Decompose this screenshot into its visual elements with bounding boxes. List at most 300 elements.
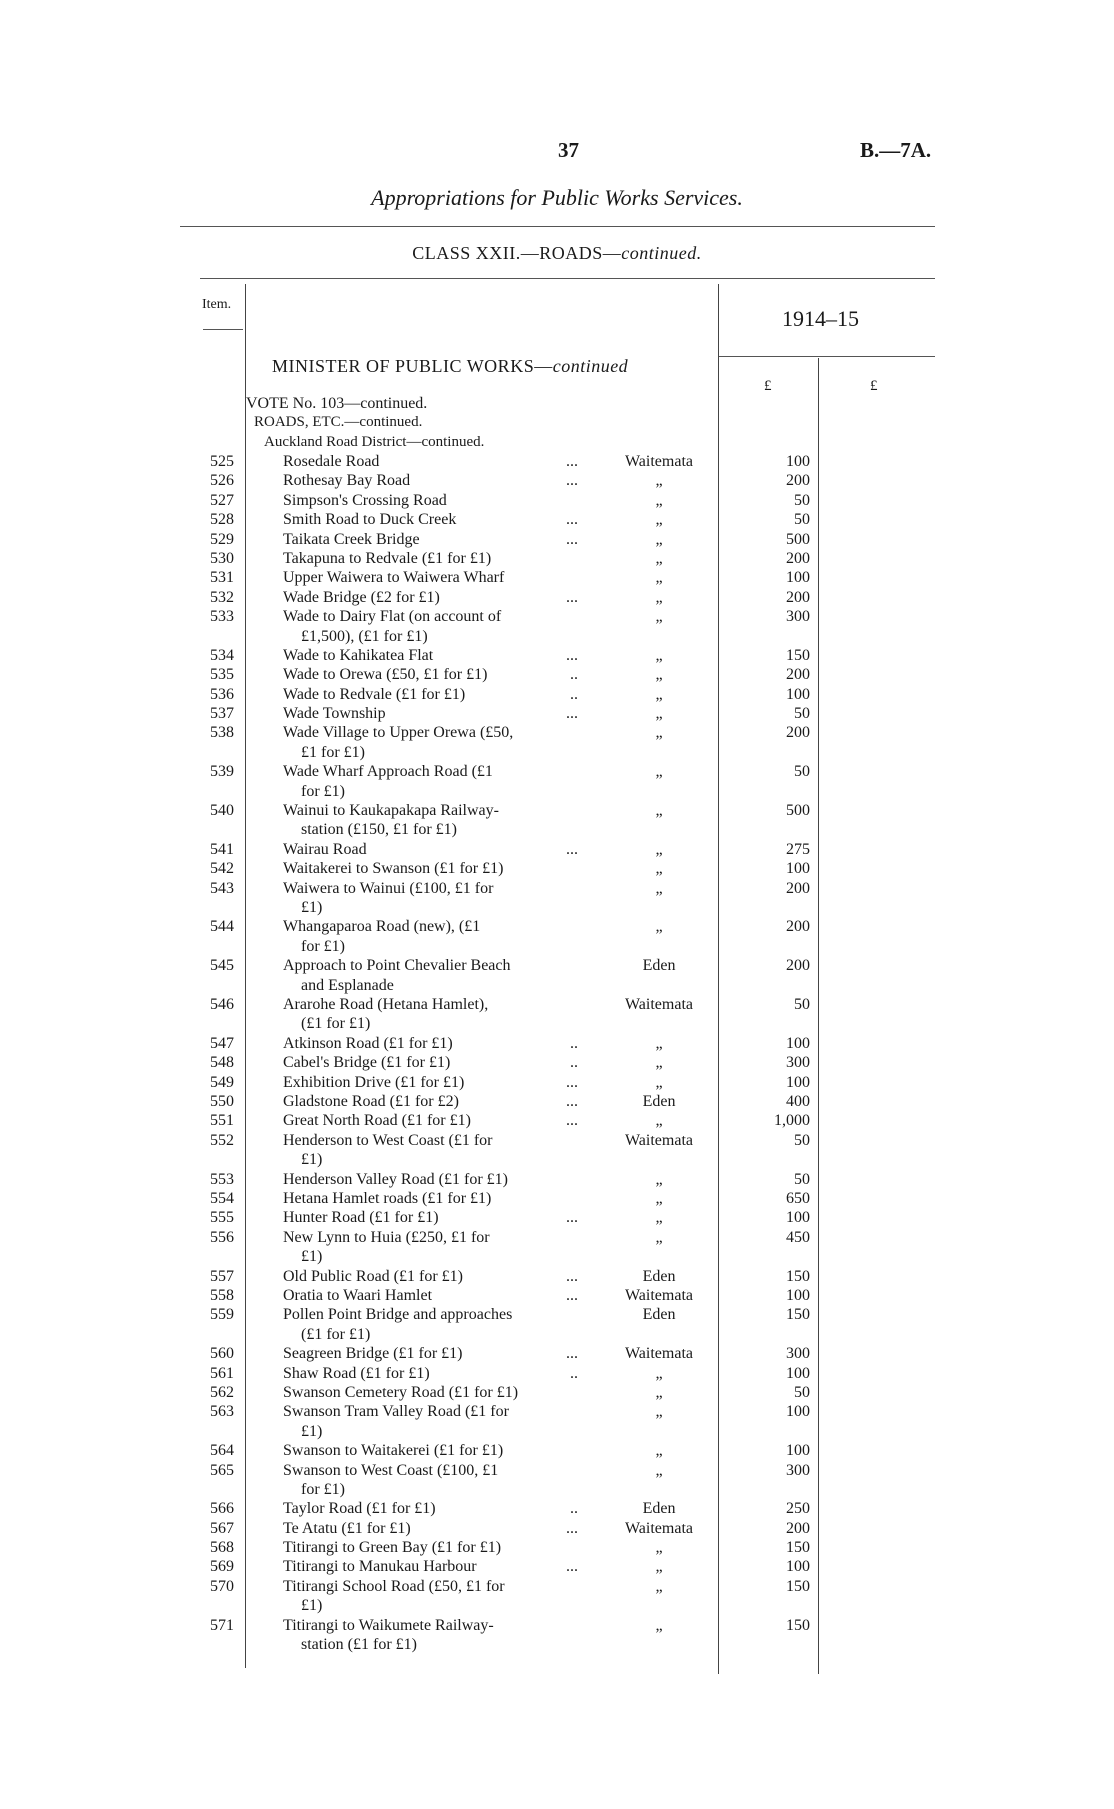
leader-dots: .. <box>570 685 578 703</box>
table-row <box>0 646 1114 665</box>
item-number: 565 <box>210 1461 234 1479</box>
description-line: Wade Village to Upper Orewa (£50, <box>283 724 514 742</box>
table-row <box>0 956 1114 995</box>
description-line: Swanson to West Coast (£100, £1 <box>283 1461 499 1479</box>
item-description <box>283 917 581 956</box>
leader-dots: ... <box>566 511 578 529</box>
description-line: Wade Wharf Approach Road (£1 <box>283 763 493 781</box>
table-row <box>0 588 1114 607</box>
description-line: Titirangi to Manukau Harbour <box>283 1558 477 1576</box>
leader-dots: ... <box>566 705 578 723</box>
description-line: £1) <box>301 1597 323 1615</box>
table-row <box>0 1344 1114 1363</box>
table-row <box>0 1364 1114 1383</box>
amount: 100 <box>786 1286 810 1304</box>
amount: 650 <box>786 1189 810 1207</box>
description-line: £1) <box>301 1248 323 1266</box>
item-description <box>283 471 581 490</box>
item-description <box>283 1441 581 1460</box>
item-number: 532 <box>210 588 234 606</box>
document-reference: B.—7A. <box>860 138 932 162</box>
road-district: Eden <box>642 1267 676 1285</box>
item-description <box>283 588 581 607</box>
minister-heading-continued: continued <box>552 356 629 376</box>
table-row <box>0 471 1114 490</box>
amount: 300 <box>786 1461 810 1479</box>
amount: 50 <box>794 511 810 529</box>
description-line: Wade Township <box>283 705 386 723</box>
description-line: Smith Road to Duck Creek <box>283 511 457 529</box>
road-district: „ <box>655 879 663 897</box>
table-row <box>0 1519 1114 1538</box>
description-line: Wade to Redvale (£1 for £1) <box>283 685 466 703</box>
table-row <box>0 1461 1114 1500</box>
item-number: 533 <box>210 608 234 626</box>
table-row <box>0 1499 1114 1518</box>
description-line: Whangaparoa Road (new), (£1 <box>283 918 481 936</box>
table-row <box>0 1131 1114 1170</box>
road-district: „ <box>655 802 663 820</box>
table-row <box>0 607 1114 646</box>
item-description <box>283 723 581 762</box>
item-description <box>283 1616 581 1655</box>
description-line: Titirangi to Waikumete Railway- <box>283 1616 494 1634</box>
leader-dots: ... <box>566 453 578 470</box>
item-description <box>283 1461 581 1500</box>
item-number: 541 <box>210 840 234 858</box>
amount: 150 <box>786 1616 810 1634</box>
item-number: 568 <box>210 1539 234 1557</box>
description-line: Ararohe Road (Hetana Hamlet), <box>283 996 489 1014</box>
leader-dots: ... <box>566 1345 578 1363</box>
item-number: 543 <box>210 879 234 897</box>
amount: 200 <box>786 588 810 606</box>
road-district: Eden <box>642 1093 676 1111</box>
item-description <box>283 1053 581 1072</box>
leader-dots: .. <box>570 1054 578 1072</box>
leader-dots: ... <box>566 1286 578 1304</box>
item-number: 551 <box>210 1112 234 1130</box>
amount: 500 <box>786 530 810 548</box>
road-district: „ <box>655 1073 663 1091</box>
item-number: 562 <box>210 1383 234 1401</box>
item-number: 566 <box>210 1500 234 1518</box>
table-row <box>0 859 1114 878</box>
amount: 300 <box>786 608 810 626</box>
item-number: 542 <box>210 860 234 878</box>
amount: 275 <box>786 840 810 858</box>
table-row <box>0 1189 1114 1208</box>
leader-dots: ... <box>566 588 578 606</box>
item-number: 571 <box>210 1616 234 1634</box>
item-number: 529 <box>210 530 234 548</box>
item-number: 540 <box>210 802 234 820</box>
table-row <box>0 1228 1114 1267</box>
table-row <box>0 840 1114 859</box>
leader-dots: ... <box>566 1267 578 1285</box>
item-description <box>283 452 581 471</box>
road-district: „ <box>655 1442 663 1460</box>
road-district: Waitemata <box>624 453 693 470</box>
item-number: 548 <box>210 1054 234 1072</box>
road-district: „ <box>655 511 663 529</box>
item-number: 527 <box>210 491 234 509</box>
amount: 150 <box>786 1577 810 1595</box>
item-description <box>283 510 581 529</box>
table-row <box>0 1557 1114 1576</box>
amount: 150 <box>786 1539 810 1557</box>
road-district: Eden <box>642 1500 676 1518</box>
description-line: Swanson to Waitakerei (£1 for £1) <box>283 1442 504 1460</box>
description-line: for £1) <box>301 782 345 800</box>
table-row <box>0 1538 1114 1557</box>
description-line: Seagreen Bridge (£1 for £1) <box>283 1345 463 1363</box>
amount: 450 <box>786 1228 810 1246</box>
description-line: £1) <box>301 899 323 917</box>
road-district: „ <box>655 685 663 703</box>
table-row <box>0 1092 1114 1111</box>
description-line: Taylor Road (£1 for £1) <box>283 1500 436 1518</box>
item-description <box>283 1499 581 1518</box>
item-description <box>283 1189 581 1208</box>
table-row <box>0 491 1114 510</box>
amount: 200 <box>786 879 810 897</box>
road-district: Waitemata <box>624 996 693 1014</box>
table-row <box>0 1073 1114 1092</box>
table-row <box>0 879 1114 918</box>
description-line: Wainui to Kaukapakapa Railway- <box>283 802 499 820</box>
item-number: 534 <box>210 646 234 664</box>
road-district: „ <box>655 491 663 509</box>
district-heading: Auckland Road District—continued. <box>264 434 485 450</box>
road-district: „ <box>655 1112 663 1130</box>
item-description <box>283 568 581 587</box>
table-row <box>0 917 1114 956</box>
road-district: „ <box>655 1403 663 1421</box>
item-number: 526 <box>210 472 234 490</box>
road-district: „ <box>655 1461 663 1479</box>
table-row <box>0 1170 1114 1189</box>
amount: 100 <box>786 1442 810 1460</box>
road-district: „ <box>655 763 663 781</box>
minister-heading-main: MINISTER OF PUBLIC WORKS— <box>272 356 553 376</box>
table-row <box>0 1053 1114 1072</box>
table-row <box>0 762 1114 801</box>
item-description <box>283 762 581 801</box>
item-description <box>283 1092 581 1111</box>
item-number: 525 <box>210 453 234 470</box>
year-column-header: 1914–15 <box>782 306 859 331</box>
item-number: 544 <box>210 918 234 936</box>
table-row <box>0 1383 1114 1402</box>
road-district: „ <box>655 588 663 606</box>
table-row <box>0 704 1114 723</box>
table-row <box>0 1441 1114 1460</box>
amount: 100 <box>786 1403 810 1421</box>
item-description <box>283 956 581 995</box>
page-number: 37 <box>558 138 579 162</box>
description-line: £1) <box>301 1151 323 1169</box>
amount: 100 <box>786 1558 810 1576</box>
item-description <box>283 1557 581 1576</box>
amount: 50 <box>794 491 810 509</box>
item-description <box>283 1034 581 1053</box>
road-district: „ <box>655 1054 663 1072</box>
amount: 200 <box>786 666 810 684</box>
table-row <box>0 801 1114 840</box>
amount: 100 <box>786 453 810 470</box>
item-number: 550 <box>210 1093 234 1111</box>
road-district: „ <box>655 569 663 587</box>
description-line: Wade to Orewa (£50, £1 for £1) <box>283 666 488 684</box>
amount: 200 <box>786 472 810 490</box>
amount: 50 <box>794 1131 810 1149</box>
amount: 300 <box>786 1345 810 1363</box>
item-number: 530 <box>210 549 234 567</box>
roads-heading: ROADS, ETC.—continued. <box>254 414 423 430</box>
amount: 50 <box>794 763 810 781</box>
amount: 500 <box>786 802 810 820</box>
item-description <box>283 1073 581 1092</box>
table-row <box>0 1616 1114 1655</box>
table-row <box>0 1402 1114 1441</box>
table-row <box>0 685 1114 704</box>
table-row <box>0 452 1114 471</box>
item-number: 539 <box>210 763 234 781</box>
item-description <box>283 840 581 859</box>
item-number: 545 <box>210 957 234 975</box>
amount: 100 <box>786 1034 810 1052</box>
description-line: Te Atatu (£1 for £1) <box>283 1519 411 1537</box>
item-number: 547 <box>210 1034 234 1052</box>
road-district: „ <box>655 1577 663 1595</box>
road-district: „ <box>655 705 663 723</box>
description-line: New Lynn to Huia (£250, £1 for <box>283 1228 490 1246</box>
description-line: Rosedale Road <box>283 453 380 470</box>
description-line: Gladstone Road (£1 for £2) <box>283 1093 459 1111</box>
pound-sign-column-2: £ <box>870 378 878 394</box>
description-line: Pollen Point Bridge and approaches <box>283 1306 513 1324</box>
description-line: £1,500), (£1 for £1) <box>301 627 428 645</box>
table-row <box>0 549 1114 568</box>
item-number: 560 <box>210 1345 234 1363</box>
description-line: Upper Waiwera to Waiwera Wharf <box>283 569 505 587</box>
leader-dots: ... <box>566 1209 578 1227</box>
item-description <box>283 549 581 568</box>
description-line: station (£1 for £1) <box>301 1636 417 1654</box>
item-number: 558 <box>210 1286 234 1304</box>
road-district: „ <box>655 724 663 742</box>
road-district: „ <box>655 1616 663 1634</box>
item-description <box>283 491 581 510</box>
item-description <box>283 1228 581 1267</box>
item-description <box>283 665 581 684</box>
leader-dots: ... <box>566 1073 578 1091</box>
item-number: 569 <box>210 1558 234 1576</box>
road-district: „ <box>655 1209 663 1227</box>
description-line: Waiwera to Wainui (£100, £1 for <box>283 879 494 897</box>
amount: 100 <box>786 685 810 703</box>
item-number: 535 <box>210 666 234 684</box>
table-row <box>0 995 1114 1034</box>
description-line: Swanson Tram Valley Road (£1 for <box>283 1403 509 1421</box>
item-description <box>283 1577 581 1616</box>
table-row <box>0 568 1114 587</box>
road-district: „ <box>655 1189 663 1207</box>
amount: 400 <box>786 1093 810 1111</box>
amount: 200 <box>786 549 810 567</box>
item-description <box>283 859 581 878</box>
item-number: 557 <box>210 1267 234 1285</box>
item-number: 564 <box>210 1442 234 1460</box>
amount: 200 <box>786 724 810 742</box>
amount: 50 <box>794 705 810 723</box>
item-number: 531 <box>210 569 234 587</box>
item-header-underline <box>203 329 243 330</box>
description-line: Taikata Creek Bridge <box>283 530 420 548</box>
item-description <box>283 607 581 646</box>
description-line: station (£150, £1 for £1) <box>301 821 457 839</box>
road-district: „ <box>655 549 663 567</box>
description-line: Rothesay Bay Road <box>283 472 411 490</box>
description-line: Wade to Dairy Flat (on account of <box>283 608 502 626</box>
leader-dots: .. <box>570 1034 578 1052</box>
description-line: Hetana Hamlet roads (£1 for £1) <box>283 1189 492 1207</box>
item-number: 554 <box>210 1189 234 1207</box>
description-line: Swanson Cemetery Road (£1 for £1) <box>283 1383 519 1401</box>
item-description <box>283 1402 581 1441</box>
road-district: „ <box>655 840 663 858</box>
leader-dots: ... <box>566 1093 578 1111</box>
item-number: 537 <box>210 705 234 723</box>
description-line: Shaw Road (£1 for £1) <box>283 1364 430 1382</box>
road-district: Eden <box>642 1306 676 1324</box>
table-row <box>0 1034 1114 1053</box>
road-district: „ <box>655 472 663 490</box>
item-description <box>283 1267 581 1286</box>
table-row <box>0 1267 1114 1286</box>
leader-dots: ... <box>566 1112 578 1130</box>
item-description <box>283 685 581 704</box>
item-column-header: Item. <box>202 297 232 312</box>
road-district: „ <box>655 1170 663 1188</box>
appropriations-table-body <box>0 452 1114 1654</box>
document-title: Appropriations for Public Works Services. <box>371 185 743 210</box>
road-district: Waitemata <box>624 1131 693 1149</box>
description-line: Great North Road (£1 for £1) <box>283 1112 471 1130</box>
item-number: 561 <box>210 1364 234 1382</box>
road-district: „ <box>655 1383 663 1401</box>
item-description <box>283 1383 581 1402</box>
leader-dots: ... <box>566 646 578 664</box>
minister-heading <box>272 356 628 377</box>
amount: 150 <box>786 646 810 664</box>
item-number: 536 <box>210 685 234 703</box>
item-description <box>283 530 581 549</box>
item-description <box>283 995 581 1034</box>
description-line: for £1) <box>301 937 345 955</box>
amount: 50 <box>794 1383 810 1401</box>
item-description <box>283 1344 581 1363</box>
road-district: „ <box>655 1034 663 1052</box>
item-number: 552 <box>210 1131 234 1149</box>
road-district: „ <box>655 1228 663 1246</box>
amount: 50 <box>794 1170 810 1188</box>
road-district: „ <box>655 1364 663 1382</box>
amount: 150 <box>786 1306 810 1324</box>
leader-dots: ... <box>566 1558 578 1576</box>
road-district: „ <box>655 860 663 878</box>
item-number: 528 <box>210 511 234 529</box>
road-district: Waitemata <box>624 1286 693 1304</box>
item-description <box>283 1286 581 1305</box>
description-line: Takapuna to Redvale (£1 for £1) <box>283 549 492 567</box>
class-heading-continued: continued. <box>621 243 702 263</box>
leader-dots: .. <box>570 1500 578 1518</box>
item-number: 563 <box>210 1403 234 1421</box>
item-number: 555 <box>210 1209 234 1227</box>
table-row <box>0 723 1114 762</box>
item-description <box>283 1170 581 1189</box>
amount: 50 <box>794 996 810 1014</box>
table-row <box>0 1208 1114 1227</box>
amount: 100 <box>786 1364 810 1382</box>
item-description <box>283 1519 581 1538</box>
item-description <box>283 1131 581 1170</box>
item-number: 567 <box>210 1519 234 1537</box>
table-row <box>0 1577 1114 1616</box>
description-line: Henderson Valley Road (£1 for £1) <box>283 1170 508 1188</box>
table-row <box>0 1305 1114 1344</box>
description-line: Exhibition Drive (£1 for £1) <box>283 1073 465 1091</box>
amount: 100 <box>786 1209 810 1227</box>
description-line: Henderson to West Coast (£1 for <box>283 1131 493 1149</box>
class-heading-main: CLASS XXII.—ROADS— <box>412 243 622 263</box>
class-heading <box>0 243 1114 264</box>
leader-dots: ... <box>566 840 578 858</box>
amount: 200 <box>786 918 810 936</box>
amount: 200 <box>786 1519 810 1537</box>
description-line: Approach to Point Chevalier Beach <box>283 957 511 975</box>
item-number: 570 <box>210 1577 234 1595</box>
description-line: for £1) <box>301 1480 345 1498</box>
road-district: „ <box>655 918 663 936</box>
item-number: 553 <box>210 1170 234 1188</box>
description-line: Hunter Road (£1 for £1) <box>283 1209 439 1227</box>
leader-dots: ... <box>566 472 578 490</box>
amount: 100 <box>786 1073 810 1091</box>
description-line: £1 for £1) <box>301 743 365 761</box>
table-row <box>0 1111 1114 1130</box>
leader-dots: ... <box>566 530 578 548</box>
item-number: 546 <box>210 996 234 1014</box>
description-line: Titirangi School Road (£50, £1 for <box>283 1577 505 1595</box>
pound-sign-column-1: £ <box>764 378 772 394</box>
item-description <box>283 1538 581 1557</box>
item-description <box>283 646 581 665</box>
table-row <box>0 530 1114 549</box>
vote-heading: VOTE No. 103—continued. <box>246 395 428 412</box>
table-row <box>0 665 1114 684</box>
road-district: „ <box>655 530 663 548</box>
item-description <box>283 1208 581 1227</box>
description-line: Wairau Road <box>283 840 367 858</box>
table-row <box>0 510 1114 529</box>
leader-dots: .. <box>570 1364 578 1382</box>
description-line: Old Public Road (£1 for £1) <box>283 1267 463 1285</box>
table-top-rule <box>200 278 935 279</box>
description-line: Atkinson Road (£1 for £1) <box>283 1034 453 1052</box>
